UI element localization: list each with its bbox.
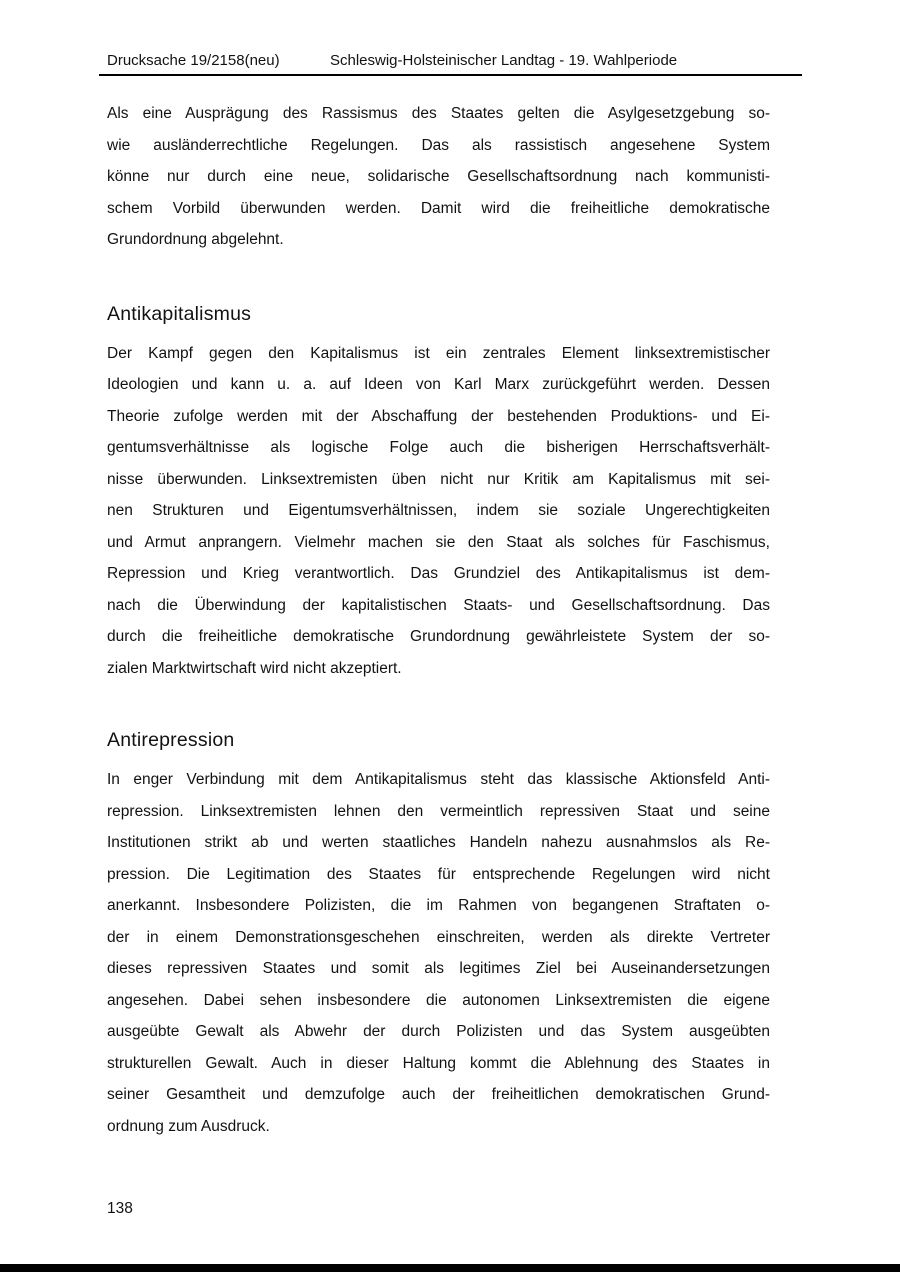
bottom-scan-bar xyxy=(0,1264,900,1272)
page-number: 138 xyxy=(107,1200,133,1217)
page-header xyxy=(0,52,900,74)
text-line: repression. Linksextremisten lehnen den vermeintlich repressiven Staat und seine xyxy=(107,802,770,820)
text-line: Der Kampf gegen den Kapitalismus ist ein zentrales Element linksextremistischer xyxy=(107,344,770,362)
text-line: seiner Gesamtheit und demzufolge auch der freiheitlichen demokratischen Grund- xyxy=(107,1086,770,1103)
text-line: schem Vorbild überwunden werden. Damit wird die freiheitliche demokratische xyxy=(107,199,770,217)
paragraph-antikapitalismus xyxy=(107,338,770,685)
header-divider xyxy=(99,74,802,76)
text-line: Grundordnung abgelehnt. xyxy=(107,231,284,248)
text-line: dieses repressiven Staates und somit als legitimes Ziel bei Auseinandersetzungen xyxy=(107,960,770,977)
text-line: nisse überwunden. Linksextremisten üben nicht nur Kritik am Kapitalismus mit sei- xyxy=(107,470,770,488)
text-line: nen Strukturen und Eigentumsverhältnissen, indem sie soziale Ungerechtigkeiten xyxy=(107,502,770,519)
text-line: durch die freiheitliche demokratische Grundordnung gewährleistete System der so- xyxy=(107,628,770,645)
text-line: wie ausländerrechtliche Regelungen. Das als rassistisch angesehene System xyxy=(107,136,770,154)
text-line: könne nur durch eine neue, solidarische Gesellschaftsordnung nach kommunisti- xyxy=(107,168,770,185)
heading-antikapitalismus: Antikapitalismus xyxy=(107,302,252,325)
text-line: Als eine Ausprägung des Rassismus des Staates gelten die Asylgesetzgebung so- xyxy=(107,105,770,122)
paragraph-rassismus xyxy=(107,98,770,256)
text-line: Institutionen strikt ab und werten staatliches Handeln nahezu ausnahmslos als Re- xyxy=(107,834,770,851)
text-line: Ideologien und kann u. a. auf Ideen von Karl Marx zurückgeführt werden. Dessen xyxy=(107,376,770,393)
text-line: ausgeübte Gewalt als Abwehr der durch Polizisten und das System ausgeübten xyxy=(107,1023,770,1040)
document-body xyxy=(107,98,770,1142)
text-line: angesehen. Dabei sehen insbesondere die autonomen Linksextremisten die eigene xyxy=(107,991,770,1009)
parliament-title: Schleswig-Holsteinischer Landtag - 19. Wahlperiode xyxy=(330,52,678,69)
text-line: Repression und Krieg verantwortlich. Das Grundziel des Antikapitalismus ist dem- xyxy=(107,565,770,582)
paragraph-antirepression xyxy=(107,764,770,1142)
text-line: ordnung zum Ausdruck. xyxy=(107,1117,270,1135)
text-line: und Armut anprangern. Vielmehr machen sie den Staat als solches für Faschismus, xyxy=(107,533,770,551)
text-line: In enger Verbindung mit dem Antikapitalismus steht das klassische Aktionsfeld Anti- xyxy=(107,771,770,788)
text-line: anerkannt. Insbesondere Polizisten, die im Rahmen von begangenen Straftaten o- xyxy=(107,897,770,914)
text-line: zialen Marktwirtschaft wird nicht akzeptiert. xyxy=(107,659,402,677)
document-number: Drucksache 19/2158(neu) xyxy=(107,52,280,69)
text-line: der in einem Demonstrationsgeschehen einschreiten, werden als direkte Vertreter xyxy=(107,928,770,946)
text-line: strukturellen Gewalt. Auch in dieser Haltung kommt die Ablehnung des Staates in xyxy=(107,1054,770,1072)
text-line: gentumsverhältnisse als logische Folge auch die bisherigen Herrschaftsverhält- xyxy=(107,439,770,456)
heading-antirepression: Antirepression xyxy=(107,729,235,751)
text-line: Theorie zufolge werden mit der Abschaffung der bestehenden Produktions- und Ei- xyxy=(107,407,770,425)
text-line: pression. Die Legitimation des Staates für entsprechende Regelungen wird nicht xyxy=(107,865,770,883)
text-line: nach die Überwindung der kapitalistischen Staats- und Gesellschaftsordnung. Das xyxy=(107,596,770,614)
